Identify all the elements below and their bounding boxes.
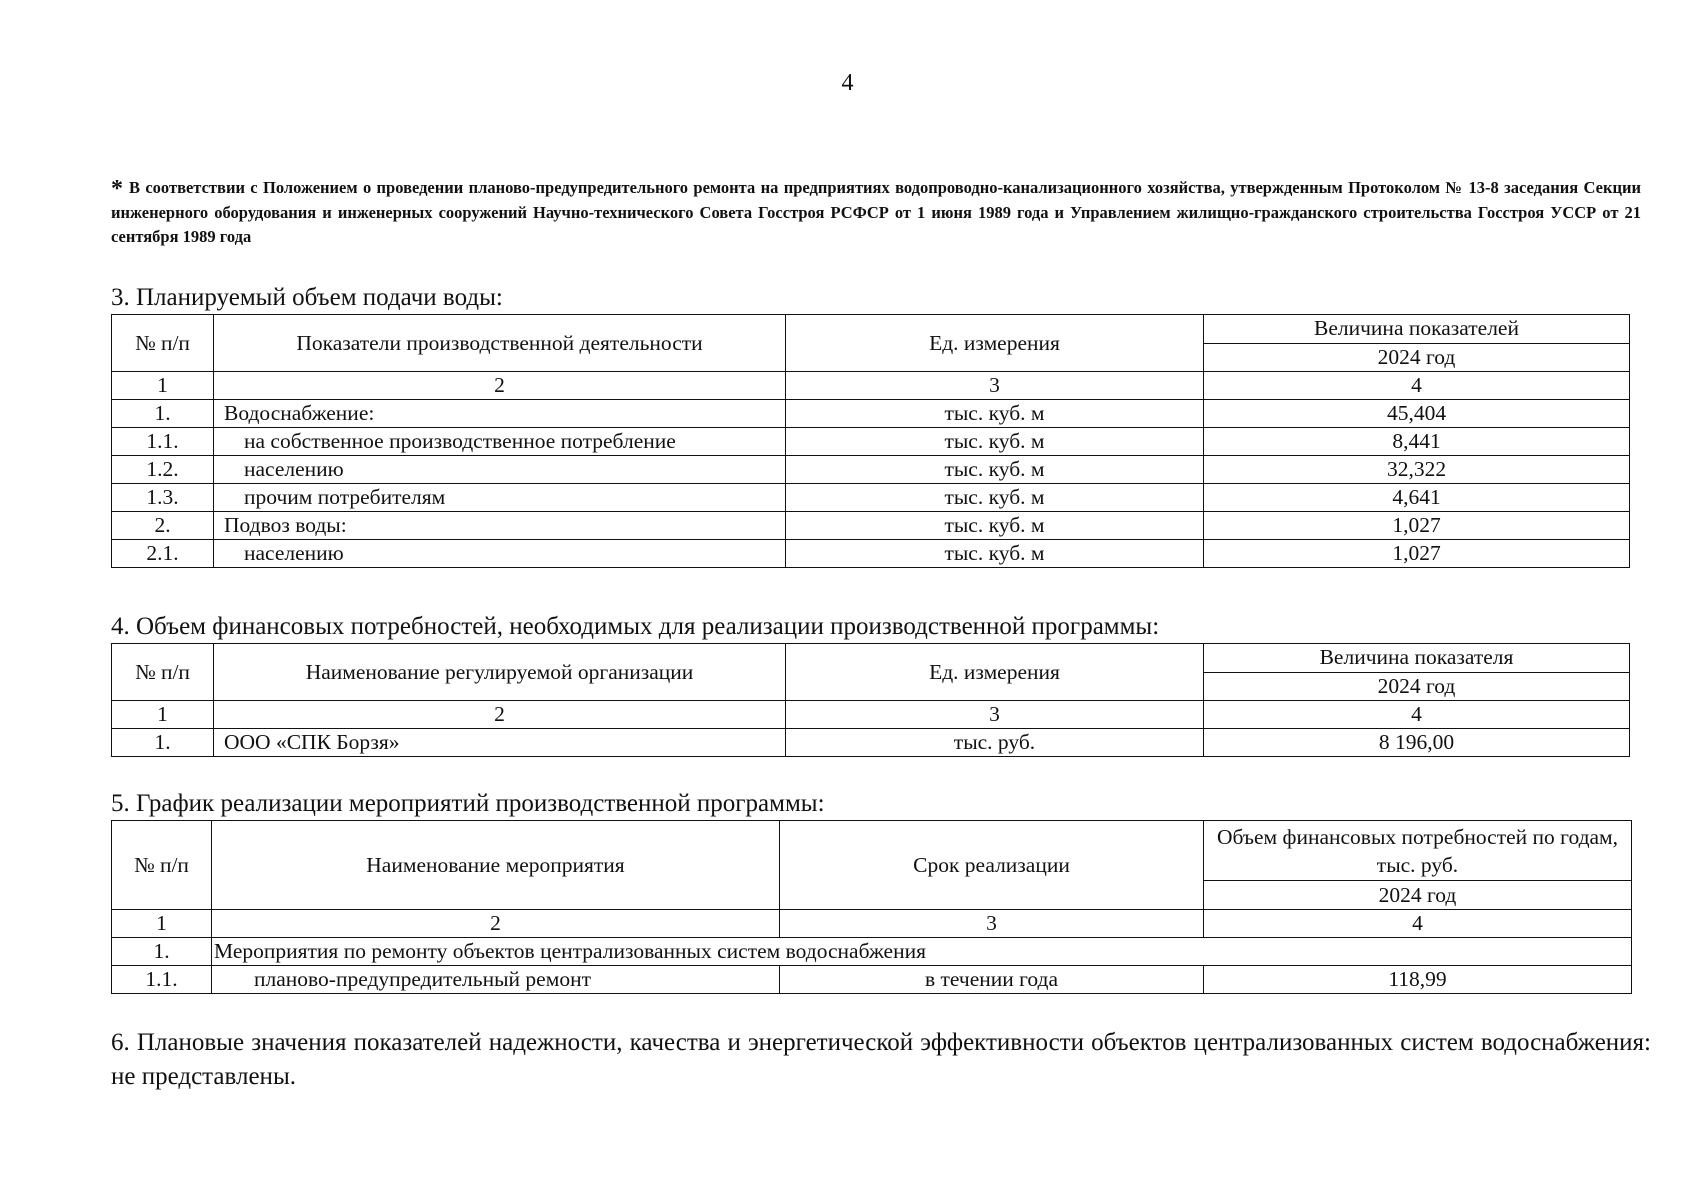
header-row (112, 821, 1632, 881)
row-num: 1. (112, 729, 214, 757)
row-value: 118,99 (1204, 966, 1632, 994)
column-number: 1 (112, 910, 212, 938)
footnote-text: В соответствии с Положением о проведении планово-предупредительного ремонта на предприятиях водопроводно-канализационного хозяйства, утвержденным Протоколом № 13-8 заседания Секции инженерного оборудования и инженерных сооружений Научно-технического Совета Госстроя РСФСР от 1 июня 1989 года и Управлением жилищно-гражданского строительства Госстроя УССР от 21 сентября 1989 года (111, 178, 1641, 246)
row-value: 32,322 (1204, 456, 1630, 484)
header-unit: Ед. измерения (786, 644, 1204, 701)
column-number: 4 (1204, 910, 1632, 938)
header-num: № п/п (112, 644, 214, 701)
footnote (111, 176, 1641, 249)
table-row (112, 966, 1632, 994)
row-unit: тыс. руб. (786, 729, 1204, 757)
header-name: Наименование мероприятия (212, 821, 780, 910)
header-row (112, 644, 1630, 673)
header-name: Показатели производственной деятельности (214, 315, 786, 372)
group-name: Мероприятия по ремонту объектов централизованных систем водоснабжения (212, 938, 1632, 966)
header-year: 2024 год (1204, 672, 1630, 701)
table-row (112, 456, 1630, 484)
table-row (112, 484, 1630, 512)
section-4-title: 4. Объем финансовых потребностей, необходимых для реализации производственной программы: (111, 613, 1160, 640)
row-term: в течении года (780, 966, 1204, 994)
column-number-row (112, 910, 1632, 938)
row-value: 4,641 (1204, 484, 1630, 512)
column-number: 2 (214, 372, 786, 400)
row-value: 45,404 (1204, 400, 1630, 428)
row-num: 1.1. (112, 428, 214, 456)
row-unit: тыс. куб. м (786, 456, 1204, 484)
row-name: на собственное производственное потребление (214, 428, 786, 456)
group-row (112, 938, 1632, 966)
column-number-row (112, 372, 1630, 400)
footnote-mark: * (111, 176, 123, 202)
row-name: населению (214, 456, 786, 484)
header-value-group: Величина показателя (1204, 644, 1630, 673)
header-unit: Ед. измерения (786, 315, 1204, 372)
water-supply-table (111, 314, 1630, 568)
header-num: № п/п (112, 821, 212, 910)
table-row (112, 729, 1630, 757)
page-number: 4 (841, 70, 854, 96)
row-value: 1,027 (1204, 540, 1630, 568)
row-unit: тыс. куб. м (786, 428, 1204, 456)
header-value-group: Величина показателей (1204, 315, 1630, 344)
column-number: 1 (112, 701, 214, 729)
table-row (112, 400, 1630, 428)
column-number: 3 (786, 701, 1204, 729)
row-num: 1.3. (112, 484, 214, 512)
row-value: 1,027 (1204, 512, 1630, 540)
column-number: 4 (1204, 701, 1630, 729)
header-year: 2024 год (1204, 881, 1632, 910)
row-num: 1.2. (112, 456, 214, 484)
header-term: Срок реализации (780, 821, 1204, 910)
row-name: ООО «СПК Борзя» (214, 729, 786, 757)
row-num: 2.1. (112, 540, 214, 568)
row-unit: тыс. куб. м (786, 400, 1204, 428)
financial-needs-table (111, 643, 1630, 757)
schedule-table (111, 820, 1632, 994)
row-num: 2. (112, 512, 214, 540)
header-row (112, 315, 1630, 344)
column-number: 1 (112, 372, 214, 400)
section-5-title: 5. График реализации мероприятий производственной программы: (111, 790, 825, 817)
column-number: 4 (1204, 372, 1630, 400)
column-number: 2 (212, 910, 780, 938)
group-num: 1. (112, 938, 212, 966)
header-num: № п/п (112, 315, 214, 372)
row-unit: тыс. куб. м (786, 484, 1204, 512)
row-value: 8,441 (1204, 428, 1630, 456)
row-num: 1. (112, 400, 214, 428)
header-value-group: Объем финансовых потребностей по годам, тыс. руб. (1204, 821, 1632, 881)
row-num: 1.1. (112, 966, 212, 994)
row-name: населению (214, 540, 786, 568)
table-row (112, 512, 1630, 540)
column-number-row (112, 701, 1630, 729)
header-year: 2024 год (1204, 343, 1630, 372)
column-number: 2 (214, 701, 786, 729)
section-6-text: 6. Плановые значения показателей надежности, качества и энергетической эффективности объектов централизованных систем водоснабжения: не представлены. (111, 1029, 1651, 1090)
column-number: 3 (786, 372, 1204, 400)
row-unit: тыс. куб. м (786, 540, 1204, 568)
column-number: 3 (780, 910, 1204, 938)
row-name: планово-предупредительный ремонт (212, 966, 780, 994)
row-name: прочим потребителям (214, 484, 786, 512)
section-3-title: 3. Планируемый объем подачи воды: (111, 284, 503, 311)
header-name: Наименование регулируемой организации (214, 644, 786, 701)
row-unit: тыс. куб. м (786, 512, 1204, 540)
row-name: Подвоз воды: (214, 512, 786, 540)
row-value: 8 196,00 (1204, 729, 1630, 757)
table-row (112, 540, 1630, 568)
row-name: Водоснабжение: (214, 400, 786, 428)
table-row (112, 428, 1630, 456)
